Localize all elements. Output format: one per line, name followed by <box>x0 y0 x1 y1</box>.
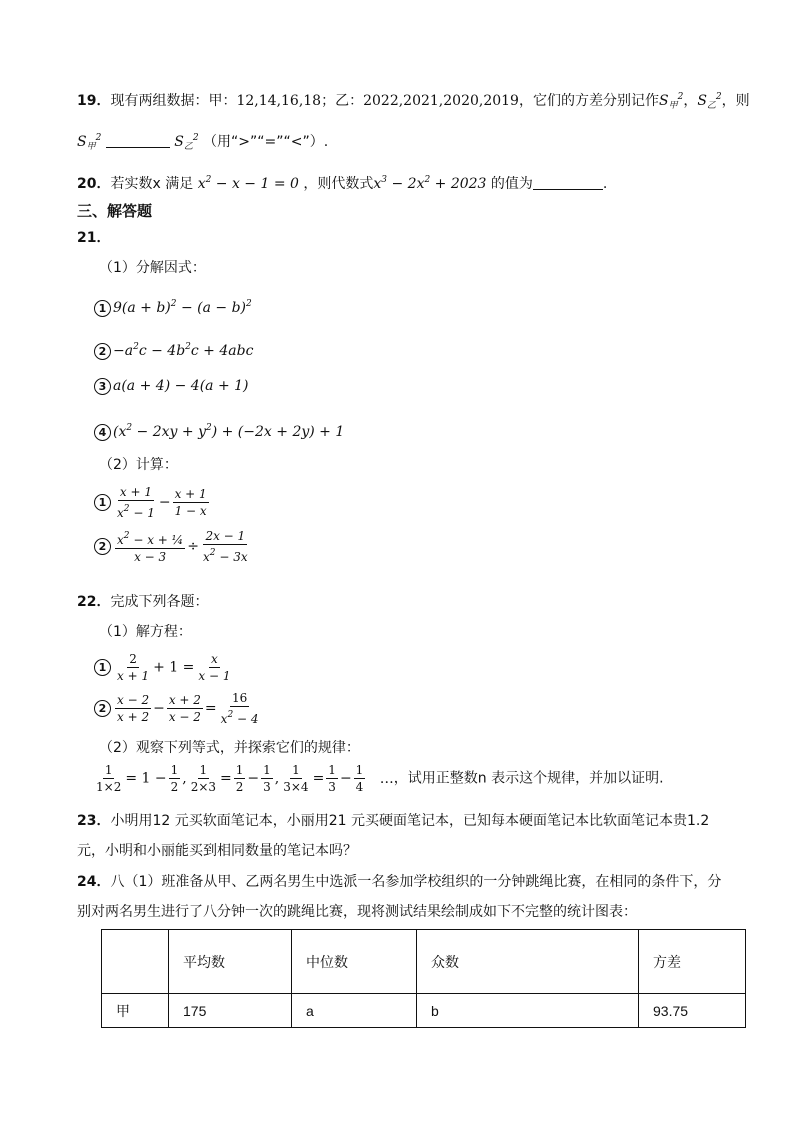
circled-number-1: 1 <box>94 494 111 511</box>
variance-symbol-b: $S_乙^2$ <box>697 92 722 111</box>
table-header-cell: 众数 <box>417 930 639 994</box>
table-cell: a <box>292 994 417 1028</box>
factor-item-4: 4 $(x^2 - 2xy + y^2) + (-2x + 2y) + 1$ <box>94 418 344 442</box>
table-cell: 甲 <box>102 994 169 1028</box>
factor-item-1: 1 $9(a + b)^2 - (a - b)^2$ <box>94 294 252 318</box>
question-text: 八（1）班准备从甲、乙两名男生中选派一名参加学校组织的一分钟跳绳比赛，在相同的条件下，分 <box>110 874 722 890</box>
question-number: 19． <box>77 93 111 109</box>
question-text: 现有两组数据：甲： <box>110 93 237 109</box>
equation-item-1: 1 $\frac{2}{x + 1}$ + 1 = $\frac{x}{x - 1}$ <box>94 651 234 684</box>
condition-equation: $x^2 - x - 1 = 0$ <box>197 175 299 192</box>
circled-number-2: 2 <box>94 538 111 555</box>
circled-number-1: 1 <box>94 659 111 676</box>
calc-item-1: 1 $\frac{x + 1}{x^2 - 1}$ − $\frac{x + 1}{1 - x}$ <box>94 484 211 521</box>
question-text: ，它们的方差分别记作 <box>518 93 659 109</box>
question-19-line-2 <box>77 128 328 157</box>
table-cell: 175 <box>169 994 292 1028</box>
question-text: ，则 <box>721 93 750 109</box>
question-text: 完成下列各题： <box>110 594 209 610</box>
circled-number-3: 3 <box>94 378 111 395</box>
table-row <box>102 994 746 1028</box>
part-label: （1）分解因式： <box>99 260 206 276</box>
question-23-line-1 <box>77 811 709 831</box>
question-text: 的值为 <box>490 176 533 192</box>
factor-item-2: $2 -a^2c - 4b^2c + 4abc$ <box>94 337 253 361</box>
part-label: （2）计算： <box>99 457 178 473</box>
question-23-line-2: 元，小明和小丽能买到相同数量的笔记本吗？ <box>77 843 357 859</box>
question-24-line-2: 别对两名男生进行了八分钟一次的跳绳比赛，现将测试结果绘制成如下不完整的统计图表： <box>77 904 637 920</box>
section-heading: 三、解答题 <box>77 202 153 220</box>
question-number: 23． <box>77 813 111 829</box>
table-header-cell: 平均数 <box>169 930 292 994</box>
dataset-b: 2022,2021,2020,2019 <box>363 93 519 109</box>
question-19-line-1: 19．现有两组数据：甲：12,14,16,18；乙：2022,2021,2020,2019，它们的方差分别记作$S_甲^2$，$S_乙^2$，则 <box>77 92 750 111</box>
question-text: ，试用正整数n 表示这个规律，并加以证明. <box>393 770 664 787</box>
circled-number-2: 2 <box>94 700 111 717</box>
answer-blank <box>533 175 603 190</box>
variance-symbol-a: $S_甲^2$ <box>77 133 102 152</box>
factor-item-3: 3 a(a + 4) − 4(a + 1) <box>94 376 249 396</box>
part-label: （1）解方程： <box>99 624 192 640</box>
question-text: 小明用12 元买软面笔记本，小丽用21 元买硬面笔记本，已知每本硬面笔记本比软面笔记本贵1.2 <box>110 813 710 829</box>
table-cell: 93.75 <box>639 994 746 1028</box>
statistics-table <box>101 929 746 1028</box>
table-cell: b <box>417 994 639 1028</box>
table-header-row <box>102 930 746 994</box>
circled-number-2: 2 <box>94 343 111 360</box>
question-text: ，则代数式 <box>303 176 374 192</box>
answer-blank <box>106 133 170 148</box>
expression: $x^3 - 2x^2 + 2023$ <box>373 175 487 192</box>
table-header-cell <box>102 930 169 994</box>
part-label: （2）观察下列等式，并探索它们的规律： <box>99 740 360 756</box>
question-20: 20．若实数x 满足 $x^2 - x - 1 = 0$ ，则代数式$x^3 - 2x^2 + 2023$ 的值为 . <box>77 175 608 192</box>
equation-item-2: 2 $\frac{x - 2}{x + 2}$ − $\frac{x + 2}{x - 2}$ = $\frac{16}{x^2 - 4}$ <box>94 690 263 727</box>
question-22 <box>77 592 208 612</box>
dataset-a: 12,14,16,18 <box>236 93 322 109</box>
circled-number-4: 4 <box>94 424 111 441</box>
question-number: 20． <box>77 176 111 192</box>
calc-item-2: 2 $\frac{x^2 - x + \frac{1}{4}}{x - 3}$ ÷ $\frac{2x - 1}{x^2 - 3x}$ <box>94 528 252 565</box>
table-header-cell: 中位数 <box>292 930 417 994</box>
variance-symbol-a: $S_甲^2$ <box>658 92 684 111</box>
question-24-line-1 <box>77 872 721 892</box>
question-number: 24． <box>77 874 111 890</box>
variance-symbol-b: $S_乙^2$ <box>174 133 199 152</box>
circled-number-1: 1 <box>94 300 111 317</box>
question-text: 若实数x 满足 <box>110 176 194 192</box>
question-text: ；乙： <box>321 93 364 109</box>
comparison-hint: （用“>”“=”“<”）. <box>203 134 329 150</box>
pattern-equations: $\frac{1}{1\times 2}$ = 1 − $\frac{1}{2}$ , $\frac{1}{2\times 3}$ = $\frac{1}{2}$ − $\frac{1}{3}$ , $\frac{1}{3\times 4}$ = $\frac{1}{3}$ − $\frac{1}{4}$ …，试用正整数n 表示这个规律，并加以证明. <box>96 763 664 794</box>
table-header-cell: 方差 <box>639 930 746 994</box>
question-number: 22． <box>77 594 111 610</box>
question-number: 21． <box>77 230 111 246</box>
